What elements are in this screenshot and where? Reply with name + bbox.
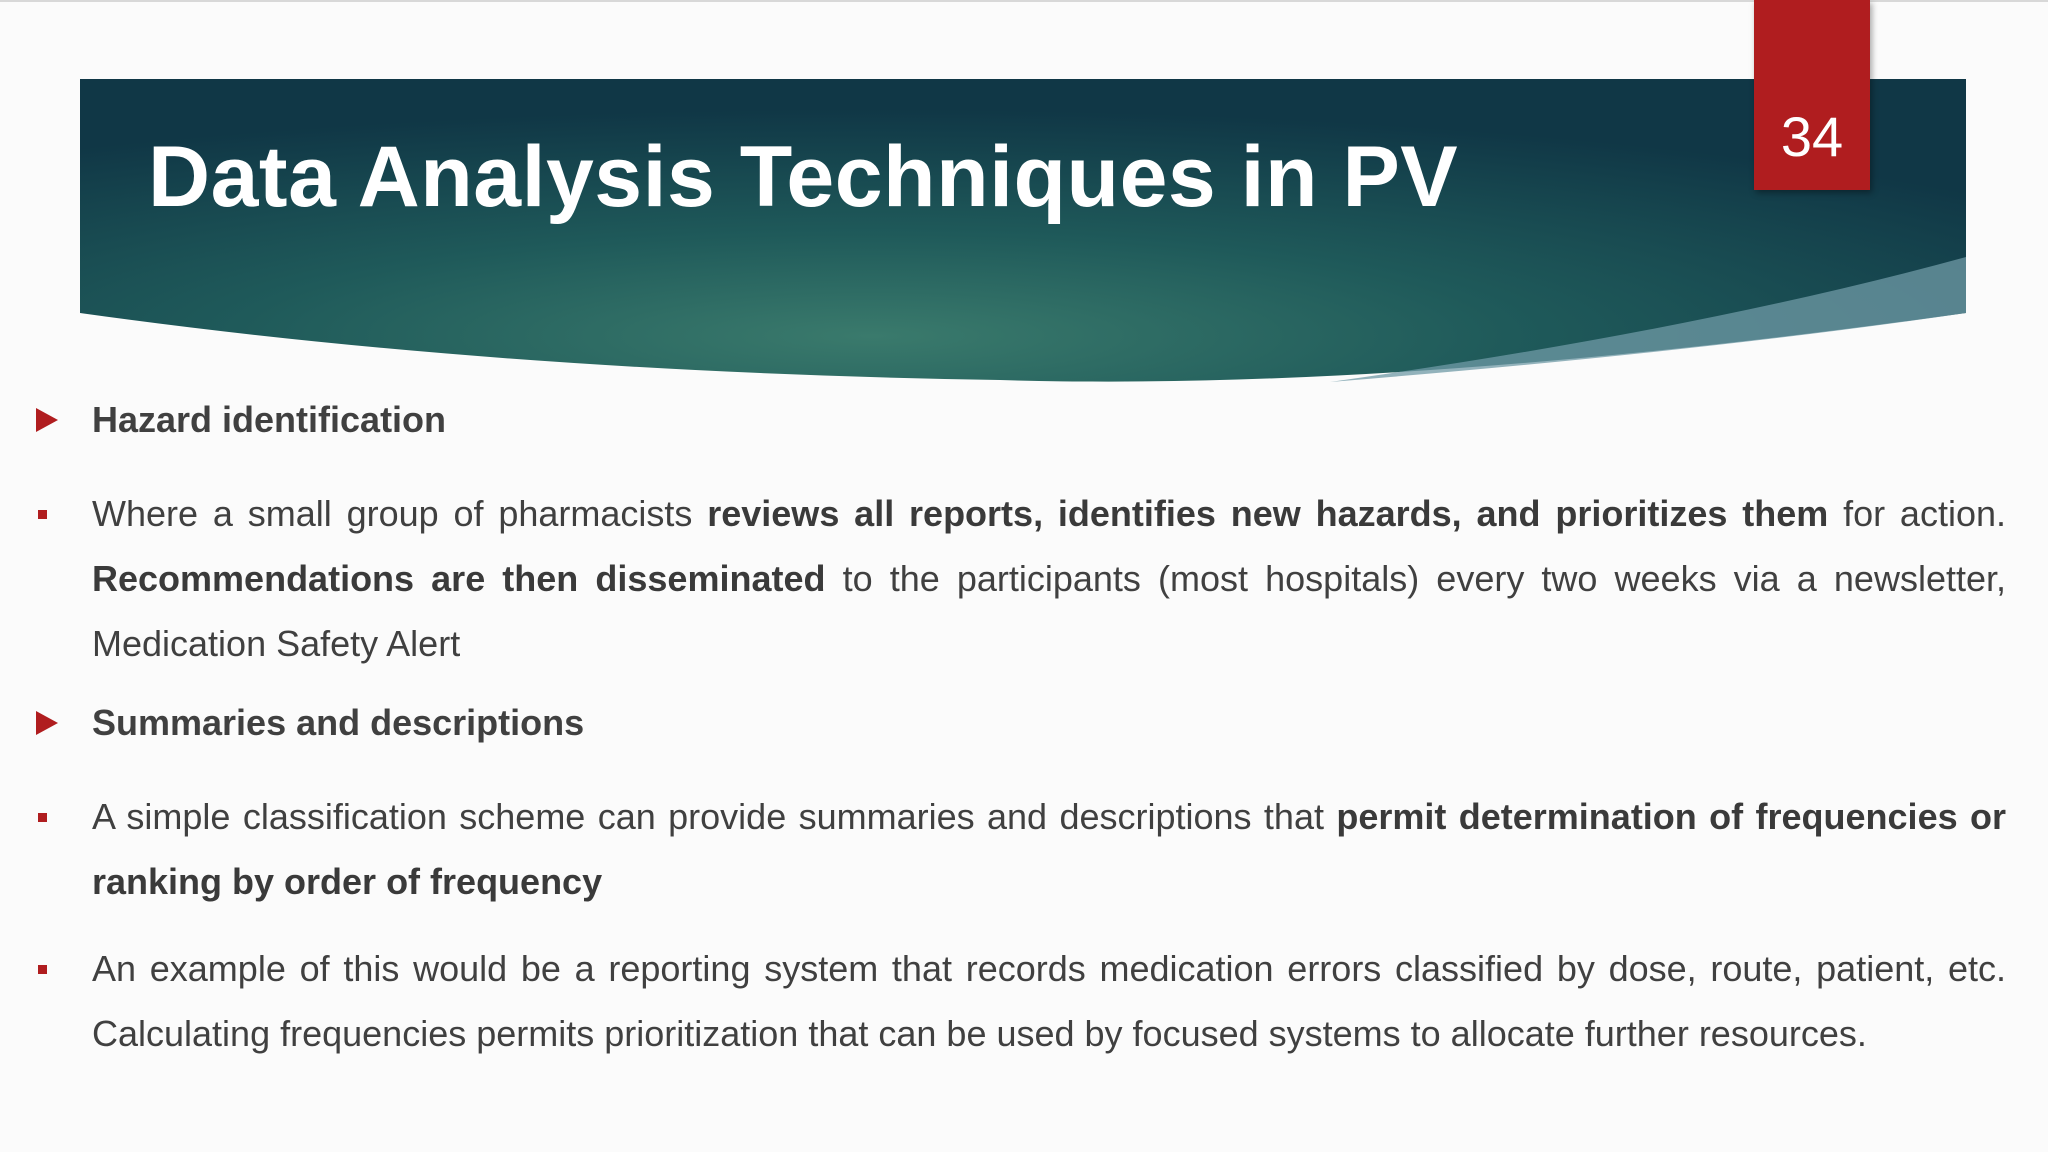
- triangle-bullet-icon: [36, 711, 58, 735]
- square-bullet-icon: [38, 510, 47, 519]
- square-bullet-icon: [38, 965, 47, 974]
- page-number: 34: [1780, 105, 1844, 168]
- bullet-item-hazard-description: [0, 481, 2048, 676]
- section-heading-text: Hazard identification: [92, 399, 447, 440]
- text-span: Where a small group of pharmacists: [92, 493, 708, 534]
- bullet-text: [92, 481, 2006, 676]
- text-span: A simple classification scheme can provide summaries and descriptions that: [92, 796, 1337, 837]
- text-span: to the participants (most hospitals) every two weeks via a newsletter, Medication Safety Alert: [92, 558, 2006, 664]
- bold-span: permit determination of frequencies or ranking by order of frequency: [92, 796, 2006, 902]
- bullet-item-classification-scheme: [0, 784, 2048, 914]
- bold-span: reviews all reports, identifies new hazards, and prioritizes them: [707, 493, 1829, 534]
- slide-title: Data Analysis Techniques in PV: [148, 129, 1459, 225]
- section-heading-hazard: [0, 395, 2048, 445]
- text-span: An example of this would be a reporting system that records medication errors classified by dose, route, patient, etc. Calculating frequencies permits prioritization that can be used by focused systems to allocate further resources.: [92, 948, 2006, 1054]
- section-heading-text: Summaries and descriptions: [92, 702, 585, 743]
- page-number-badge: [1754, 0, 1870, 190]
- bold-span: Recommendations are then disseminated: [92, 558, 826, 599]
- text-span: for action.: [1828, 493, 2006, 534]
- section-heading-summaries: [0, 698, 2048, 748]
- bullet-item-reporting-example: [0, 936, 2048, 1066]
- triangle-bullet-icon: [36, 408, 58, 432]
- bullet-text: [92, 936, 2006, 1066]
- square-bullet-icon: [38, 813, 47, 822]
- slide-content: [0, 395, 2048, 1088]
- bullet-text: [92, 784, 2006, 914]
